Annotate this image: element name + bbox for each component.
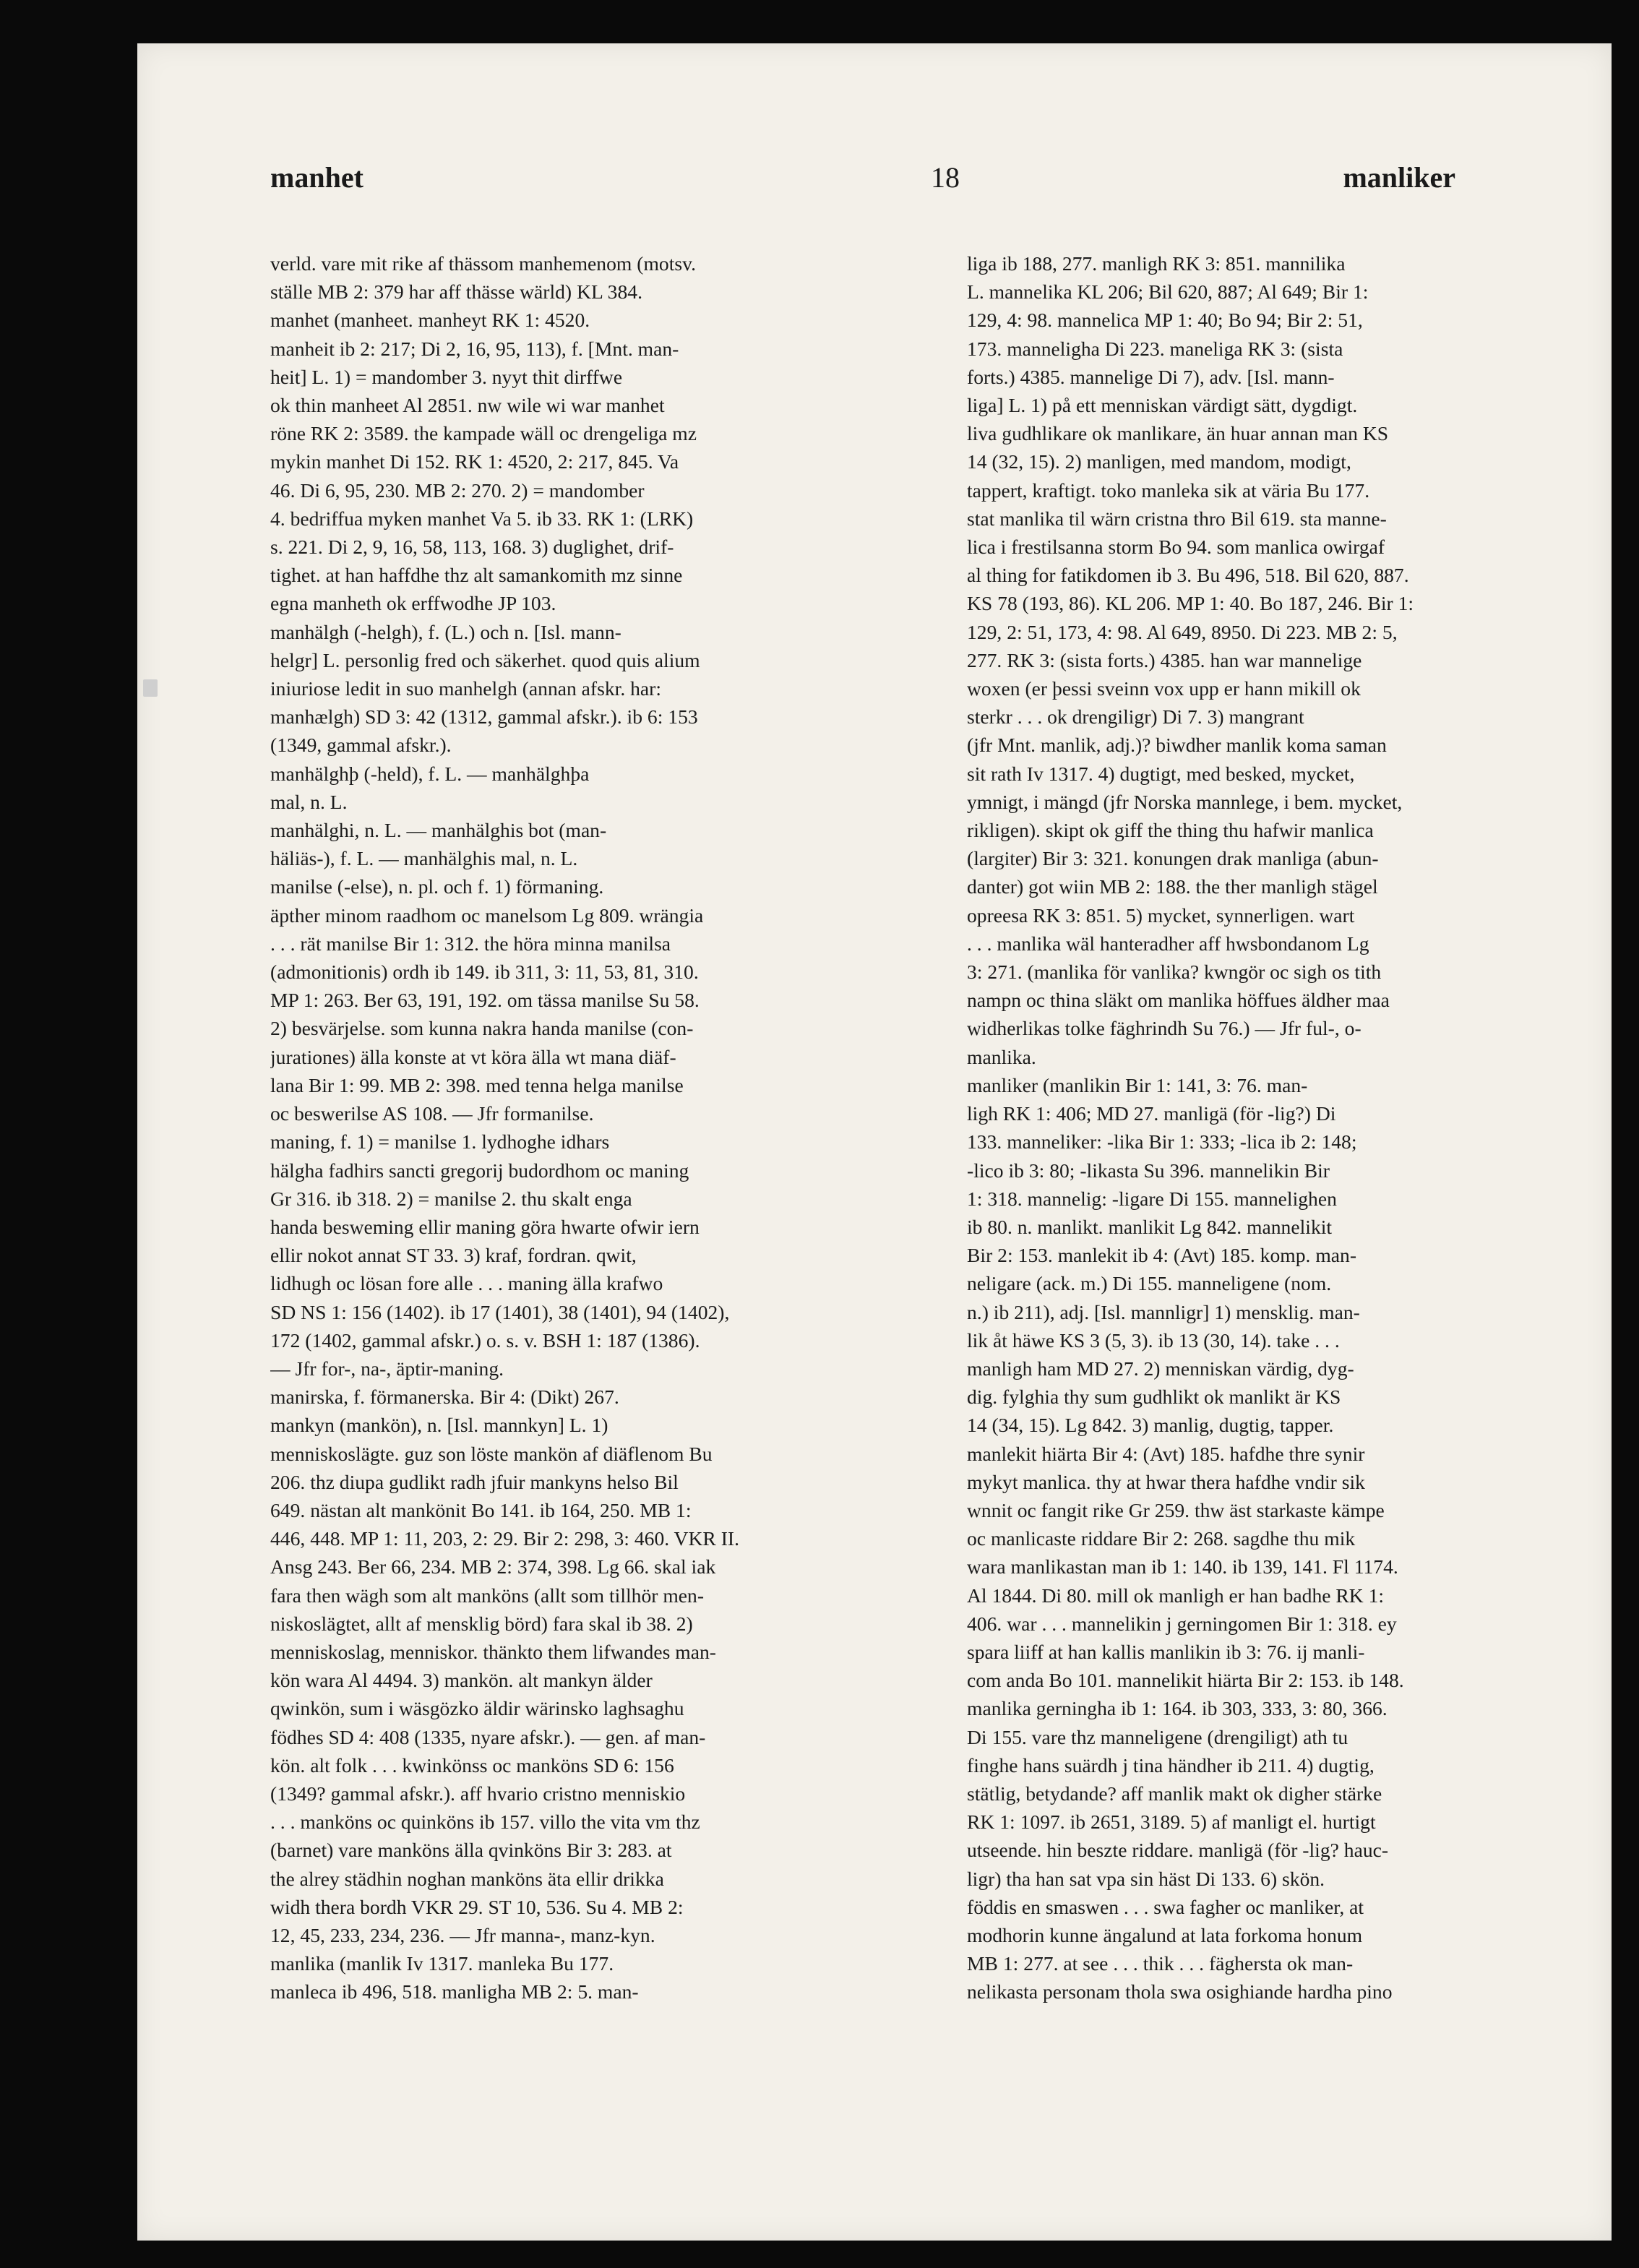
- text-line: äpther minom raadhom oc manelsom Lg 809. wrängia: [270, 903, 704, 927]
- text-line: neligare (ack. m.) Di 155. manneligene (nom.: [967, 1272, 1332, 1295]
- text-line: mykin manhet Di 152. RK 1: 4520, 2: 217, 845. Va: [270, 450, 679, 473]
- text-line: 406. war . . . mannelikin j gerningomen Bir 1: 318. ey: [967, 1612, 1397, 1635]
- text-line: (1349? gammal afskr.). aff hvario cristno menniskio: [270, 1782, 686, 1805]
- text-line: rikligen). skipt ok giff the thing thu hafwir manlica: [967, 819, 1374, 842]
- text-line: L. mannelika KL 206; Bil 620, 887; Al 649; Bir 1:: [967, 280, 1369, 304]
- text-line: niskoslägtet, allt af mensklig börd) fara skal ib 38. 2): [270, 1612, 693, 1635]
- text-line: manhälghþ (-held), f. L. — manhälghþa: [270, 762, 590, 785]
- text-line: 14 (34, 15). Lg 842. 3) manlig, dugtig, tapper.: [967, 1414, 1334, 1437]
- text-line: sterkr . . . ok drengiligr) Di 7. 3) mangrant: [967, 705, 1304, 729]
- text-line: wnnit oc fangit rike Gr 259. thw äst starkaste kämpe: [967, 1498, 1385, 1521]
- text-line: hälgha fadhirs sancti gregorij budordhom oc maning: [270, 1159, 689, 1182]
- text-line: modhorin kunne ängalund at lata forkoma honum: [967, 1923, 1363, 1946]
- text-line: manheit ib 2: 217; Di 2, 16, 95, 113), f. [Mnt. man-: [270, 337, 679, 360]
- text-line: menniskoslägte. guz son löste mankön af diäflenom Bu: [270, 1442, 713, 1465]
- text-line: 3: 271. (manlika för vanlika? kwngör oc sigh os tith: [967, 961, 1382, 984]
- text-line: tighet. at han haffdhe thz alt samankomith mz sinne: [270, 564, 683, 587]
- text-line: 12, 45, 233, 234, 236. — Jfr manna-, manz-kyn.: [270, 1923, 655, 1946]
- text-line: 129, 4: 98. mannelica MP 1: 40; Bo 94; Bir 2: 51,: [967, 309, 1363, 332]
- text-line: s. 221. Di 2, 9, 16, 58, 113, 168. 3) duglighet, drif-: [270, 536, 674, 559]
- text-line: . . . manlika wäl hanteradher aff hwsbondanom Lg: [967, 932, 1369, 955]
- text-line: iniuriose ledit in suo manhelgh (annan afskr. har:: [270, 677, 662, 700]
- text-line: ok thin manheet Al 2851. nw wile wi war manhet: [270, 394, 665, 417]
- text-line: Bir 2: 153. manlekit ib 4: (Avt) 185. komp. man-: [967, 1244, 1357, 1267]
- text-line: manlika.: [967, 1045, 1036, 1068]
- text-line: Al 1844. Di 80. mill ok manligh er han badhe RK 1:: [967, 1584, 1385, 1607]
- text-line: wara manlikastan man ib 1: 140. ib 139, 141. Fl 1174.: [967, 1555, 1398, 1578]
- text-line: MP 1: 263. Ber 63, 191, 192. om tässa manilse Su 58.: [270, 989, 700, 1012]
- text-line: mal, n. L.: [270, 790, 348, 813]
- text-line: (admonitionis) ordh ib 149. ib 311, 3: 11, 53, 81, 310.: [270, 961, 699, 984]
- text-line: lidhugh oc lösan fore alle . . . maning älla krafwo: [270, 1272, 663, 1295]
- text-line: oc beswerilse AS 108. — Jfr formanilse.: [270, 1102, 594, 1125]
- text-line: -lico ib 3: 80; -likasta Su 396. mannelikin Bir: [967, 1159, 1330, 1182]
- text-line: RK 1: 1097. ib 2651, 3189. 5) af manligt el. hurtigt: [967, 1810, 1376, 1834]
- text-line: n.) ib 211), adj. [Isl. mannligr] 1) mensklig. man-: [967, 1300, 1360, 1323]
- text-line: lik åt häwe KS 3 (5, 3). ib 13 (30, 14). take . . .: [967, 1328, 1340, 1352]
- text-line: woxen (er þessi sveinn vox upp er hann mikill ok: [967, 677, 1361, 700]
- text-line: ellir nokot annat ST 33. 3) kraf, fordran. qwit,: [270, 1244, 637, 1267]
- text-line: 14 (32, 15). 2) manligen, med mandom, modigt,: [967, 450, 1351, 473]
- text-line: 277. RK 3: (sista forts.) 4385. han war mannelige: [967, 648, 1362, 671]
- right-headword: manliker: [1343, 161, 1455, 194]
- text-line: 129, 2: 51, 173, 4: 98. Al 649, 8950. Di 223. MB 2: 5,: [967, 620, 1398, 643]
- text-line: forts.) 4385. mannelige Di 7), adv. [Isl. mann-: [967, 365, 1335, 388]
- text-line: mankyn (mankön), n. [Isl. mannkyn] L. 1): [270, 1414, 608, 1437]
- text-line: ib 80. n. manlikt. manlikit Lg 842. mannelikit: [967, 1215, 1333, 1238]
- running-head: manhet 18 manliker: [270, 161, 1455, 194]
- text-line: finghe hans suärdh j tina händher ib 211. 4) dugtig,: [967, 1753, 1375, 1777]
- text-line: Di 155. vare thz manneligene (drengiligt) ath tu: [967, 1725, 1348, 1748]
- text-line: egna manheth ok erffwodhe JP 103.: [270, 592, 556, 615]
- text-line: heit] L. 1) = mandomber 3. nyyt thit dirffwe: [270, 365, 623, 388]
- text-line: nelikasta personam thola swa osighiande hardha pino: [967, 1980, 1393, 2003]
- text-line: 172 (1402, gammal afskr.) o. s. v. BSH 1: 187 (1386).: [270, 1328, 700, 1352]
- text-line: al thing for fatikdomen ib 3. Bu 496, 518. Bil 620, 887.: [967, 564, 1409, 587]
- left-column: [270, 249, 834, 2006]
- text-line: lana Bir 1: 99. MB 2: 398. med tenna helga manilse: [270, 1073, 684, 1096]
- text-line: widh thera bordh VKR 29. ST 10, 536. Su 4. MB 2:: [270, 1895, 684, 1918]
- text-line: . . . rät manilse Bir 1: 312. the höra minna manilsa: [270, 932, 671, 955]
- registration-mark: [143, 679, 158, 697]
- text-line: kön. alt folk . . . kwinkönss oc manköns SD 6: 156: [270, 1753, 674, 1777]
- text-line: maning, f. 1) = manilse 1. lydhoghe idhars: [270, 1130, 610, 1154]
- text-line: helgr] L. personlig fred och säkerhet. quod quis alium: [270, 648, 700, 671]
- text-line: menniskoslag, menniskor. thänkto them lifwandes man-: [270, 1640, 716, 1663]
- text-line: stätlig, betydande? aff manlik makt ok digher stärke: [967, 1782, 1382, 1805]
- text-line: 2) besvärjelse. som kunna nakra handa manilse (con-: [270, 1017, 694, 1040]
- text-line: ymnigt, i mängd (jfr Norska mannlege, i bem. mycket,: [967, 790, 1403, 813]
- text-line: manirska, f. förmanerska. Bir 4: (Dikt) 267.: [270, 1386, 619, 1409]
- text-line: 46. Di 6, 95, 230. MB 2: 270. 2) = mandomber: [270, 478, 645, 502]
- text-line: mykyt manlica. thy at hwar thera hafdhe vndir sik: [967, 1470, 1365, 1493]
- text-line: stat manlika til wärn cristna thro Bil 619. sta manne-: [967, 507, 1387, 530]
- text-line: (1349, gammal afskr.).: [270, 734, 452, 757]
- text-line: com anda Bo 101. mannelikit hiärta Bir 2: 153. ib 148.: [967, 1669, 1404, 1692]
- text-line: sit rath Iv 1317. 4) dugtigt, med besked, mycket,: [967, 762, 1355, 785]
- text-line: — Jfr for-, na-, äptir-maning.: [270, 1357, 504, 1380]
- text-line: dig. fylghia thy sum gudhlikt ok manlikt är KS: [967, 1386, 1341, 1409]
- text-line: Gr 316. ib 318. 2) = manilse 2. thu skalt enga: [270, 1187, 632, 1210]
- text-line: manlekit hiärta Bir 4: (Avt) 185. hafdhe thre synir: [967, 1442, 1365, 1465]
- text-line: manilse (-else), n. pl. och f. 1) förmaning.: [270, 875, 604, 898]
- text-line: nampn oc thina släkt om manlika höffues äldher maa: [967, 989, 1390, 1012]
- text-line: . . . manköns oc quinköns ib 157. villo the vita vm thz: [270, 1810, 700, 1834]
- text-line: (largiter) Bir 3: 321. konungen drak manliga (abun-: [967, 847, 1379, 870]
- text-line: födhes SD 4: 408 (1335, nyare afskr.). — gen. af man-: [270, 1725, 706, 1748]
- text-line: 1: 318. mannelig: -ligare Di 155. mannelighen: [967, 1187, 1337, 1210]
- text-line: widherlikas tolke fäghrindh Su 76.) — Jfr ful-, o-: [967, 1017, 1361, 1040]
- text-line: the alrey städhin noghan manköns äta ellir drikka: [270, 1867, 664, 1890]
- text-line: manhälgh (-helgh), f. (L.) och n. [Isl. mann-: [270, 620, 621, 643]
- text-line: 446, 448. MP 1: 11, 203, 2: 29. Bir 2: 298, 3: 460. VKR II.: [270, 1527, 739, 1550]
- text-line: qwinkön, sum i wäsgözko äldir wärinsko laghsaghu: [270, 1697, 684, 1720]
- text-line: opreesa RK 3: 851. 5) mycket, synnerligen. wart: [967, 903, 1355, 927]
- text-line: KS 78 (193, 86). KL 206. MP 1: 40. Bo 187, 246. Bir 1:: [967, 592, 1414, 615]
- text-line: ligh RK 1: 406; MD 27. manligä (för -lig?) Di: [967, 1102, 1336, 1125]
- text-line: jurationes) älla konste at vt köra älla wt mana diäf-: [270, 1045, 676, 1068]
- text-line: tappert, kraftigt. toko manleka sik at väria Bu 177.: [967, 478, 1370, 502]
- text-line: (jfr Mnt. manlik, adj.)? biwdher manlik koma saman: [967, 734, 1387, 757]
- text-line: manhet (manheet. manheyt RK 1: 4520.: [270, 309, 590, 332]
- text-line: MB 1: 277. at see . . . thik . . . fäghersta ok man-: [967, 1952, 1354, 1975]
- text-line: manlika gerningha ib 1: 164. ib 303, 333, 3: 80, 366.: [967, 1697, 1388, 1720]
- text-line: verld. vare mit rike af thässom manhemenom (motsv.: [270, 252, 697, 275]
- text-line: fara then wägh som alt manköns (allt som tillhör men-: [270, 1584, 705, 1607]
- text-line: häliäs-), f. L. — manhälghis mal, n. L.: [270, 847, 578, 870]
- text-line: ställe MB 2: 379 har aff thässe wärld) KL 384.: [270, 280, 642, 304]
- text-line: lica i frestilsanna storm Bo 94. som manlica owirgaf: [967, 536, 1385, 559]
- left-headword: manhet: [270, 161, 363, 194]
- text-line: manhälghi, n. L. — manhälghis bot (man-: [270, 819, 607, 842]
- text-line: kön wara Al 4494. 3) mankön. alt mankyn älder: [270, 1669, 653, 1692]
- text-line: 4. bedriffua myken manhet Va 5. ib 33. RK 1: (LRK): [270, 507, 694, 530]
- text-line: 206. thz diupa gudlikt radh jfuir mankyns helso Bil: [270, 1470, 679, 1493]
- text-line: oc manlicaste riddare Bir 2: 268. sagdhe thu mik: [967, 1527, 1356, 1550]
- text-line: spara liiff at han kallis manlikin ib 3: 76. ij manli-: [967, 1640, 1365, 1663]
- text-line: Ansg 243. Ber 66, 234. MB 2: 374, 398. Lg 66. skal iak: [270, 1555, 716, 1578]
- text-line: SD NS 1: 156 (1402). ib 17 (1401), 38 (1401), 94 (1402),: [270, 1300, 730, 1323]
- text-line: manleca ib 496, 518. manligha MB 2: 5. man-: [270, 1980, 639, 2003]
- text-line: 173. manneligha Di 223. maneliga RK 3: (sista: [967, 337, 1343, 360]
- text-line: ligr) tha han sat vpa sin häst Di 133. 6) skön.: [967, 1867, 1325, 1890]
- right-column: [967, 249, 1531, 2006]
- text-line: 649. nästan alt mankönit Bo 141. ib 164, 250. MB 1:: [270, 1498, 692, 1521]
- text-line: manhælgh) SD 3: 42 (1312, gammal afskr.). ib 6: 153: [270, 705, 698, 729]
- text-line: manliker (manlikin Bir 1: 141, 3: 76. man-: [967, 1073, 1308, 1096]
- text-line: liga ib 188, 277. manligh RK 3: 851. mannilika: [967, 252, 1346, 275]
- text-line: manlika (manlik Iv 1317. manleka Bu 177.: [270, 1952, 614, 1975]
- text-line: liva gudhlikare ok manlikare, än huar annan man KS: [967, 422, 1389, 445]
- text-line: danter) got wiin MB 2: 188. the ther manligh stägel: [967, 875, 1378, 898]
- text-line: manligh ham MD 27. 2) menniskan värdig, dyg-: [967, 1357, 1354, 1380]
- text-line: liga] L. 1) på ett menniskan värdigt sätt, dygdigt.: [967, 394, 1358, 417]
- text-line: röne RK 2: 3589. the kampade wäll oc drengeliga mz: [270, 422, 697, 445]
- text-line: utseende. hin beszte riddare. manligä (för -lig? hauc-: [967, 1839, 1389, 1862]
- text-line: (barnet) vare manköns älla qvinköns Bir 3: 283. at: [270, 1839, 672, 1862]
- text-line: föddis en smaswen . . . swa fagher oc manliker, at: [967, 1895, 1364, 1918]
- text-line: 133. manneliker: -lika Bir 1: 333; -lica ib 2: 148;: [967, 1130, 1357, 1154]
- text-line: handa besweming ellir maning göra hwarte ofwir iern: [270, 1215, 700, 1238]
